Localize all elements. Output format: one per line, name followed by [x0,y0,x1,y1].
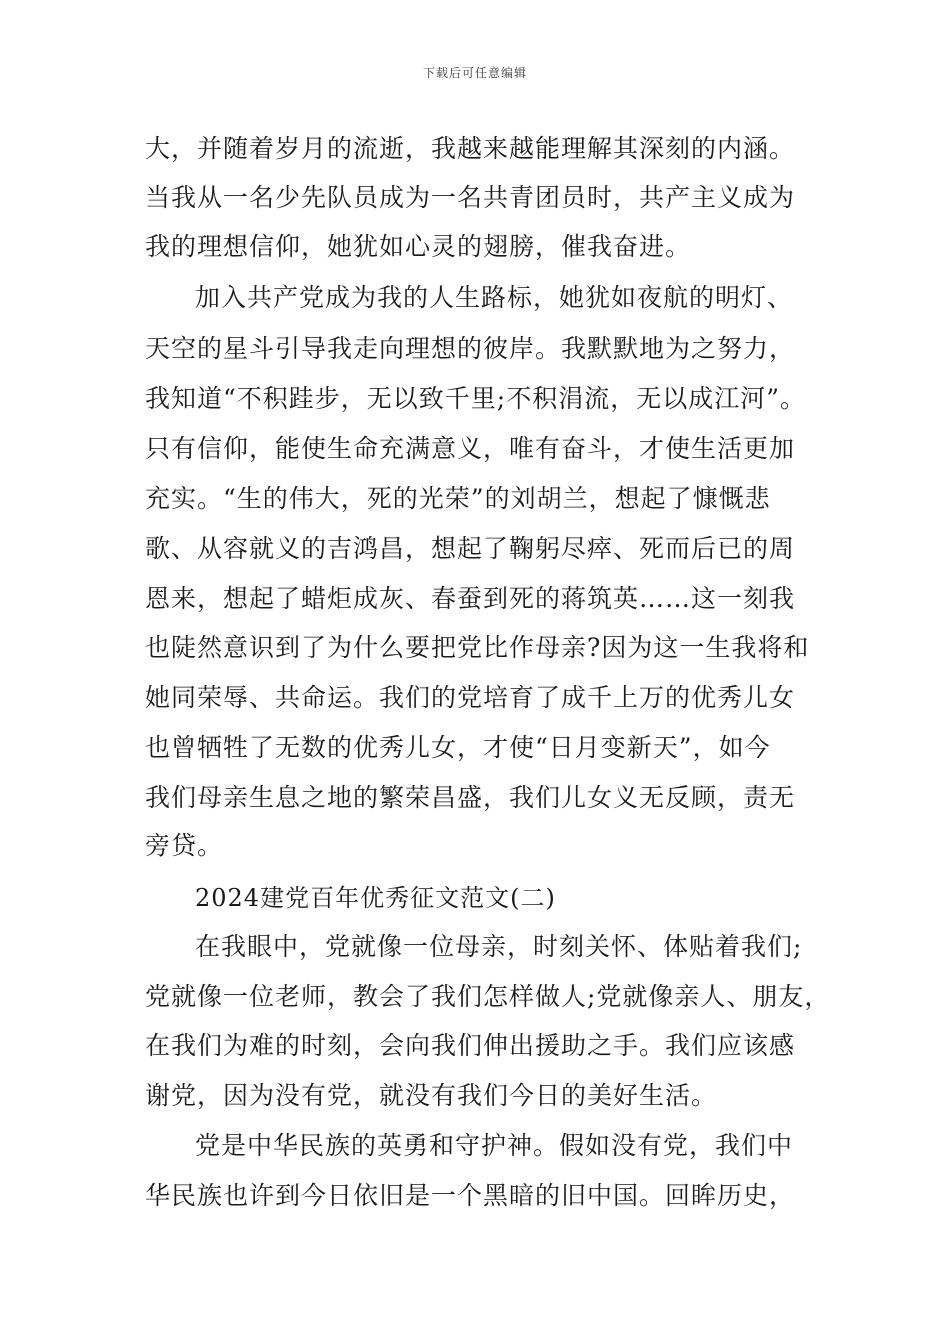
text-line-22: 华民族也许到今日依旧是一个黑暗的旧中国。回眸历史， [145,1181,796,1210]
text-line-17: 在我眼中，党就像一位母亲，时刻关怀、体贴着我们; [195,932,803,961]
text-line-8: 充实。“生的伟大，死的光荣”的刘胡兰，想起了慷慨悲 [145,484,771,513]
text-line-14: 我们母亲生息之地的繁荣昌盛，我们儿女义无反顾，责无 [145,783,796,812]
text-line-18: 党就像一位老师，教会了我们怎样做人;党就像亲人、朋友， [145,982,831,1011]
section-heading: 2024建党百年优秀征文范文(二) [195,884,556,912]
text-line-6: 我知道“不积跬步，无以致千里;不积涓流，无以成江河”。 [145,384,806,413]
text-line-11: 也陡然意识到了为什么要把党比作母亲?因为这一生我将和 [145,633,810,662]
text-line-5: 天空的星斗引导我走向理想的彼岸。我默默地为之努力， [145,334,796,363]
text-line-12: 她同荣辱、共命运。我们的党培育了成千上万的优秀儿女 [145,683,796,712]
text-line-9: 歌、从容就义的吉鸿昌，想起了鞠躬尽瘁、死而后已的周 [145,534,796,563]
text-line-4: 加入共产党成为我的人生路标，她犹如夜航的明灯、 [195,283,794,312]
text-line-20: 谢党，因为没有党，就没有我们今日的美好生活。 [145,1081,718,1110]
text-line-15: 旁贷。 [145,831,224,860]
text-line-3: 我的理想信仰，她犹如心灵的翅膀，催我奋进。 [145,232,692,261]
text-line-2: 当我从一名少先队员成为一名共青团员时，共产主义成为 [145,183,796,212]
page-header: 下载后可任意编辑 [422,66,527,80]
text-line-21: 党是中华民族的英勇和守护神。假如没有党，我们中 [195,1131,794,1160]
text-line-13: 也曾牺牲了无数的优秀儿女，才使“日月变新天”，如今 [145,733,771,762]
text-line-1: 大，并随着岁月的流逝，我越来越能理解其深刻的内涵。 [145,134,796,163]
text-line-10: 恩来，想起了蜡炬成灰、春蚕到死的蒋筑英……这一刻我 [145,584,796,613]
text-line-19: 在我们为难的时刻，会向我们伸出援助之手。我们应该感 [145,1031,796,1060]
text-line-7: 只有信仰，能使生命充满意义，唯有奋斗，才使生活更加 [145,434,796,463]
